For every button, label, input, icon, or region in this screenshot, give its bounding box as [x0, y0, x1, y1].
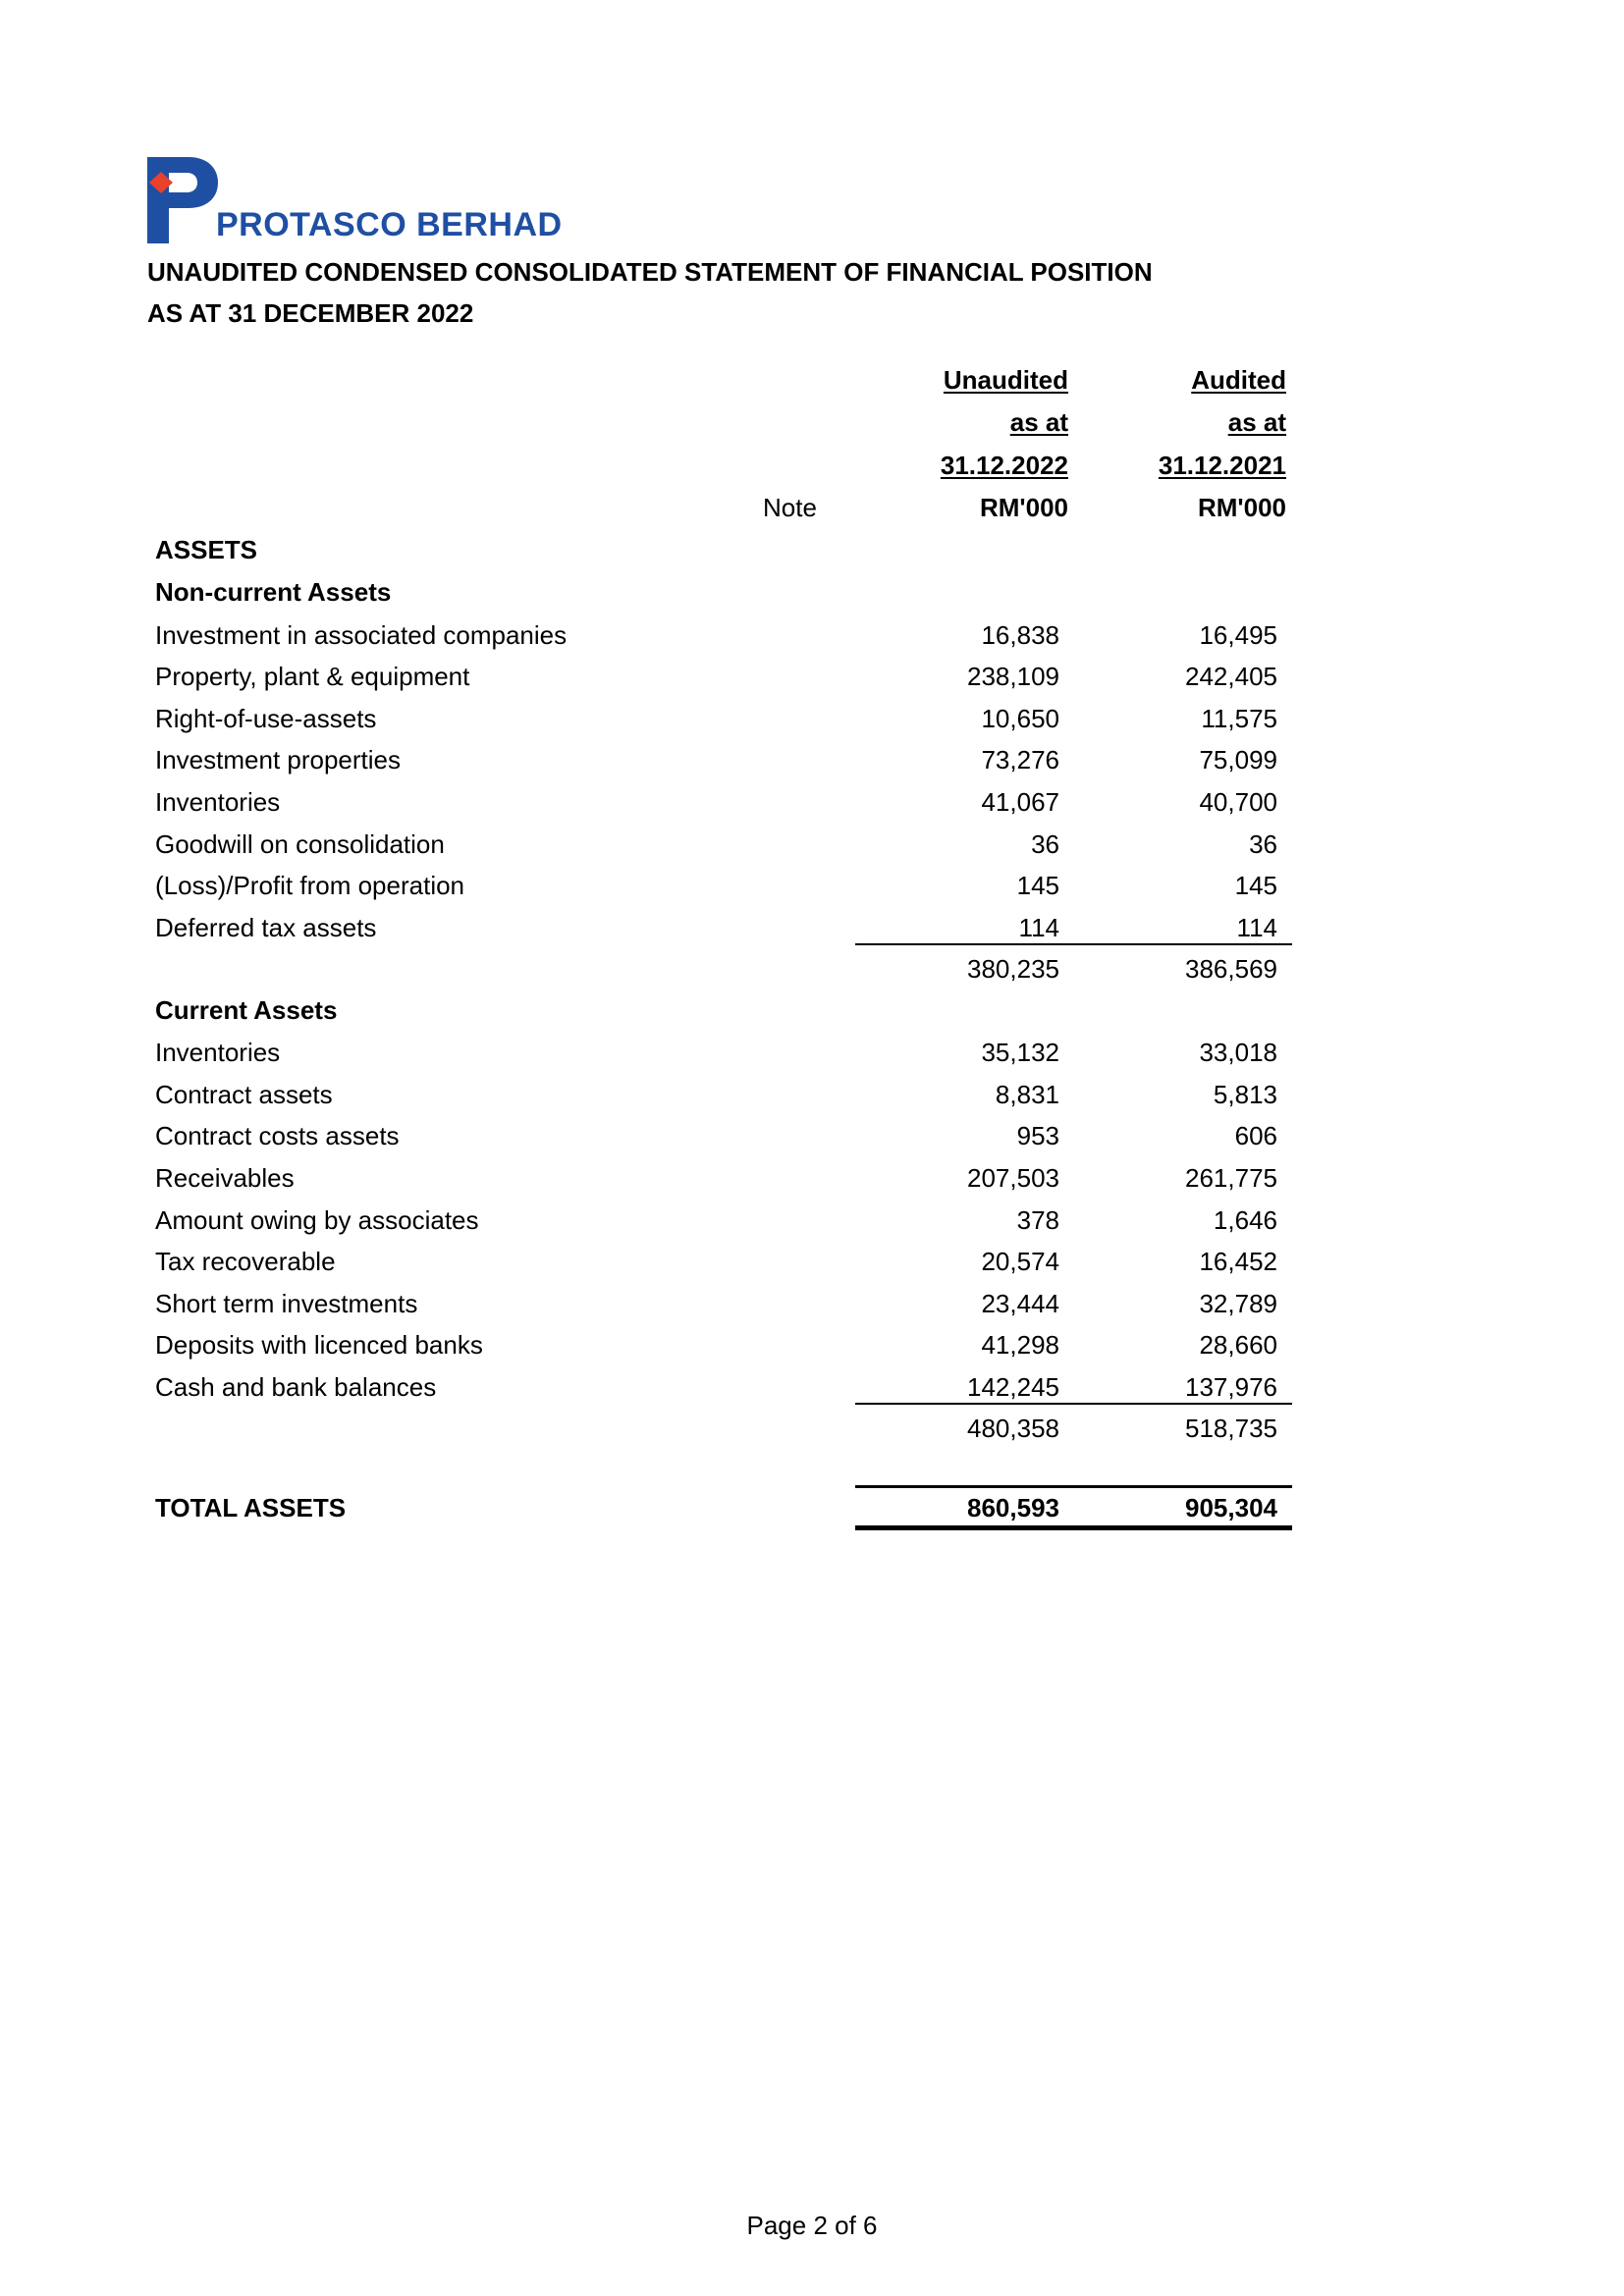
table-row: Property, plant & equipment 238,109 242,405	[155, 662, 1277, 691]
protasco-p-icon	[147, 157, 218, 247]
col1-header-line2: as at	[1009, 407, 1068, 437]
table-row: Right-of-use-assets 10,650 11,575	[155, 704, 1277, 733]
non-current-subtotal-row: 380,235 386,569	[967, 954, 1277, 984]
total-top-rule	[855, 1485, 1292, 1488]
col2-header-line1: Audited	[1191, 365, 1286, 395]
table-row: Goodwill on consolidation 36 36	[155, 829, 1277, 859]
table-row: Contract assets 8,831 5,813	[155, 1080, 1277, 1109]
company-logo	[147, 157, 589, 245]
table-row: Investment in associated companies 16,838 16,495	[155, 620, 1277, 650]
table-row: Inventories 41,067 40,700	[155, 787, 1277, 817]
table-row: Deposits with licenced banks 41,298 28,660	[155, 1330, 1277, 1360]
col1-header-line1: Unaudited	[943, 365, 1068, 395]
col2-header-line2: as at	[1227, 407, 1286, 437]
table-row: Deferred tax assets 114 114	[155, 913, 1277, 942]
table-row: Cash and bank balances 142,245 137,976	[155, 1372, 1277, 1402]
subtotal-rule	[855, 1403, 1292, 1405]
table-row: Receivables 207,503 261,775	[155, 1163, 1277, 1193]
statement-title: UNAUDITED CONDENSED CONSOLIDATED STATEMENT OF FINANCIAL POSITION	[147, 257, 1153, 287]
table-row: (Loss)/Profit from operation 145 145	[155, 871, 1277, 900]
total-assets-row: TOTAL ASSETS 860,593 905,304	[155, 1493, 1277, 1522]
company-name: PROTASCO BERHAD	[216, 206, 563, 243]
table-row: Tax recoverable 20,574 16,452	[155, 1247, 1277, 1276]
page-number: Page 2 of 6	[746, 2211, 878, 2240]
table-row: Contract costs assets 953 606	[155, 1121, 1277, 1150]
col2-header-date: 31.12.2021	[1158, 451, 1286, 480]
total-double-rule	[855, 1525, 1292, 1530]
note-column-label: Note	[763, 493, 817, 522]
assets-heading: ASSETS	[155, 535, 258, 564]
table-row: Investment properties 73,276 75,099	[155, 745, 1277, 774]
subtotal-rule	[855, 943, 1292, 945]
current-assets-heading: Current Assets	[155, 995, 338, 1025]
table-row: Amount owing by associates 378 1,646	[155, 1205, 1277, 1235]
current-subtotal-row: 480,358 518,735	[967, 1414, 1277, 1443]
col1-header-unit: RM'000	[980, 493, 1068, 522]
table-row: Short term investments 23,444 32,789	[155, 1289, 1277, 1318]
statement-subtitle: AS AT 31 DECEMBER 2022	[147, 298, 474, 328]
col2-header-unit: RM'000	[1198, 493, 1286, 522]
table-row: Inventories 35,132 33,018	[155, 1038, 1277, 1067]
col1-header-date: 31.12.2022	[940, 451, 1068, 480]
non-current-assets-heading: Non-current Assets	[155, 577, 392, 607]
